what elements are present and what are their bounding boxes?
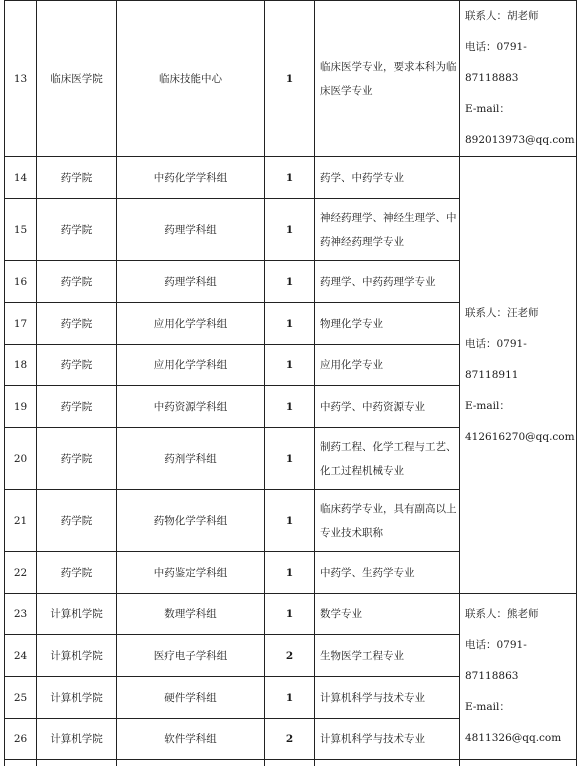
count-cell: 1 bbox=[265, 303, 315, 345]
college-cell: 计算机学院 bbox=[37, 719, 117, 760]
unit-cell: 中药资源学科组 bbox=[117, 386, 265, 428]
row-number: 16 bbox=[5, 261, 37, 303]
recruitment-table bbox=[4, 0, 577, 766]
requirement-cell: 计算机科学与技术专业 bbox=[315, 719, 460, 760]
unit-cell: 医疗电子学科组 bbox=[117, 635, 265, 677]
college-cell: 计算机学院 bbox=[37, 594, 117, 635]
row-number: 17 bbox=[5, 303, 37, 345]
requirement-cell: 物理化学专业 bbox=[315, 303, 460, 345]
count-cell: 1 bbox=[265, 677, 315, 719]
college-cell: 药学院 bbox=[37, 157, 117, 199]
empty-cell bbox=[315, 760, 460, 766]
table-row bbox=[5, 157, 577, 199]
table-row bbox=[5, 594, 577, 635]
count-cell: 1 bbox=[265, 490, 315, 552]
row-number: 15 bbox=[5, 199, 37, 261]
contact-cell bbox=[460, 594, 577, 760]
row-number: 13 bbox=[5, 1, 37, 157]
table-row-partial bbox=[5, 760, 577, 766]
requirement-cell: 中药学、生药学专业 bbox=[315, 552, 460, 594]
college-cell: 药学院 bbox=[37, 261, 117, 303]
row-number: 26 bbox=[5, 719, 37, 760]
empty-cell bbox=[37, 760, 117, 766]
row-number: 19 bbox=[5, 386, 37, 428]
count-cell: 1 bbox=[265, 261, 315, 303]
unit-cell: 药理学科组 bbox=[117, 199, 265, 261]
requirement-cell: 药理学、中药药理学专业 bbox=[315, 261, 460, 303]
contact-phone: 电话：0791-87118911 bbox=[465, 337, 527, 381]
requirement-cell: 计算机科学与技术专业 bbox=[315, 677, 460, 719]
requirement-cell: 应用化学专业 bbox=[315, 345, 460, 386]
unit-cell: 软件学科组 bbox=[117, 719, 265, 760]
unit-cell: 中药鉴定学科组 bbox=[117, 552, 265, 594]
college-cell: 药学院 bbox=[37, 490, 117, 552]
row-number: 18 bbox=[5, 345, 37, 386]
row-number: 23 bbox=[5, 594, 37, 635]
row-number: 25 bbox=[5, 677, 37, 719]
count-cell: 1 bbox=[265, 345, 315, 386]
requirement-cell: 临床医学专业，要求本科为临 床医学专业 bbox=[315, 1, 460, 157]
row-number: 14 bbox=[5, 157, 37, 199]
row-number: 21 bbox=[5, 490, 37, 552]
college-cell: 药学院 bbox=[37, 199, 117, 261]
unit-cell: 应用化学学科组 bbox=[117, 303, 265, 345]
requirement-cell: 制药工程、化学工程与工艺、 化工过程机械专业 bbox=[315, 428, 460, 490]
count-cell: 1 bbox=[265, 157, 315, 199]
unit-cell: 药剂学科组 bbox=[117, 428, 265, 490]
count-cell: 1 bbox=[265, 552, 315, 594]
count-cell: 1 bbox=[265, 199, 315, 261]
contact-phone: 电话：0791-87118883 bbox=[465, 41, 527, 84]
empty-cell bbox=[265, 760, 315, 766]
contact-person: 联系人：汪老师 bbox=[465, 306, 539, 319]
empty-cell bbox=[5, 760, 37, 766]
requirement-cell: 生物医学工程专业 bbox=[315, 635, 460, 677]
contact-person: 联系人：胡老师 bbox=[465, 10, 539, 22]
count-cell: 1 bbox=[265, 1, 315, 157]
empty-cell bbox=[460, 760, 577, 766]
college-cell: 计算机学院 bbox=[37, 677, 117, 719]
requirement-cell: 神经药理学、神经生理学、中 药神经药理学专业 bbox=[315, 199, 460, 261]
contact-email: E-mail：412616270@qq.com bbox=[465, 399, 575, 443]
unit-cell: 数理学科组 bbox=[117, 594, 265, 635]
college-cell: 药学院 bbox=[37, 386, 117, 428]
unit-cell: 硬件学科组 bbox=[117, 677, 265, 719]
count-cell: 1 bbox=[265, 428, 315, 490]
unit-cell: 中药化学学科组 bbox=[117, 157, 265, 199]
requirement-cell: 药学、中药学专业 bbox=[315, 157, 460, 199]
count-cell: 1 bbox=[265, 594, 315, 635]
unit-cell: 应用化学学科组 bbox=[117, 345, 265, 386]
requirement-cell: 临床药学专业，具有副高以上 专业技术职称 bbox=[315, 490, 460, 552]
row-number: 20 bbox=[5, 428, 37, 490]
unit-cell: 药理学科组 bbox=[117, 261, 265, 303]
college-cell: 药学院 bbox=[37, 428, 117, 490]
count-cell: 2 bbox=[265, 719, 315, 760]
table-row bbox=[5, 1, 577, 157]
empty-cell bbox=[117, 760, 265, 766]
college-cell: 药学院 bbox=[37, 303, 117, 345]
row-number: 24 bbox=[5, 635, 37, 677]
college-cell: 药学院 bbox=[37, 345, 117, 386]
college-cell: 临床医学院 bbox=[37, 1, 117, 157]
requirement-cell: 中药学、中药资源专业 bbox=[315, 386, 460, 428]
contact-email: E-mail：892013973@qq.com bbox=[465, 103, 575, 146]
row-number: 22 bbox=[5, 552, 37, 594]
requirement-cell: 数学专业 bbox=[315, 594, 460, 635]
count-cell: 1 bbox=[265, 386, 315, 428]
contact-cell bbox=[460, 157, 577, 594]
college-cell: 计算机学院 bbox=[37, 635, 117, 677]
unit-cell: 临床技能中心 bbox=[117, 1, 265, 157]
count-cell: 2 bbox=[265, 635, 315, 677]
unit-cell: 药物化学学科组 bbox=[117, 490, 265, 552]
contact-cell bbox=[460, 1, 577, 157]
contact-person: 联系人：熊老师 bbox=[465, 608, 539, 620]
college-cell: 药学院 bbox=[37, 552, 117, 594]
contact-email: E-mail：4811326@qq.com bbox=[465, 701, 562, 744]
contact-phone: 电话：0791-87118863 bbox=[465, 639, 527, 682]
